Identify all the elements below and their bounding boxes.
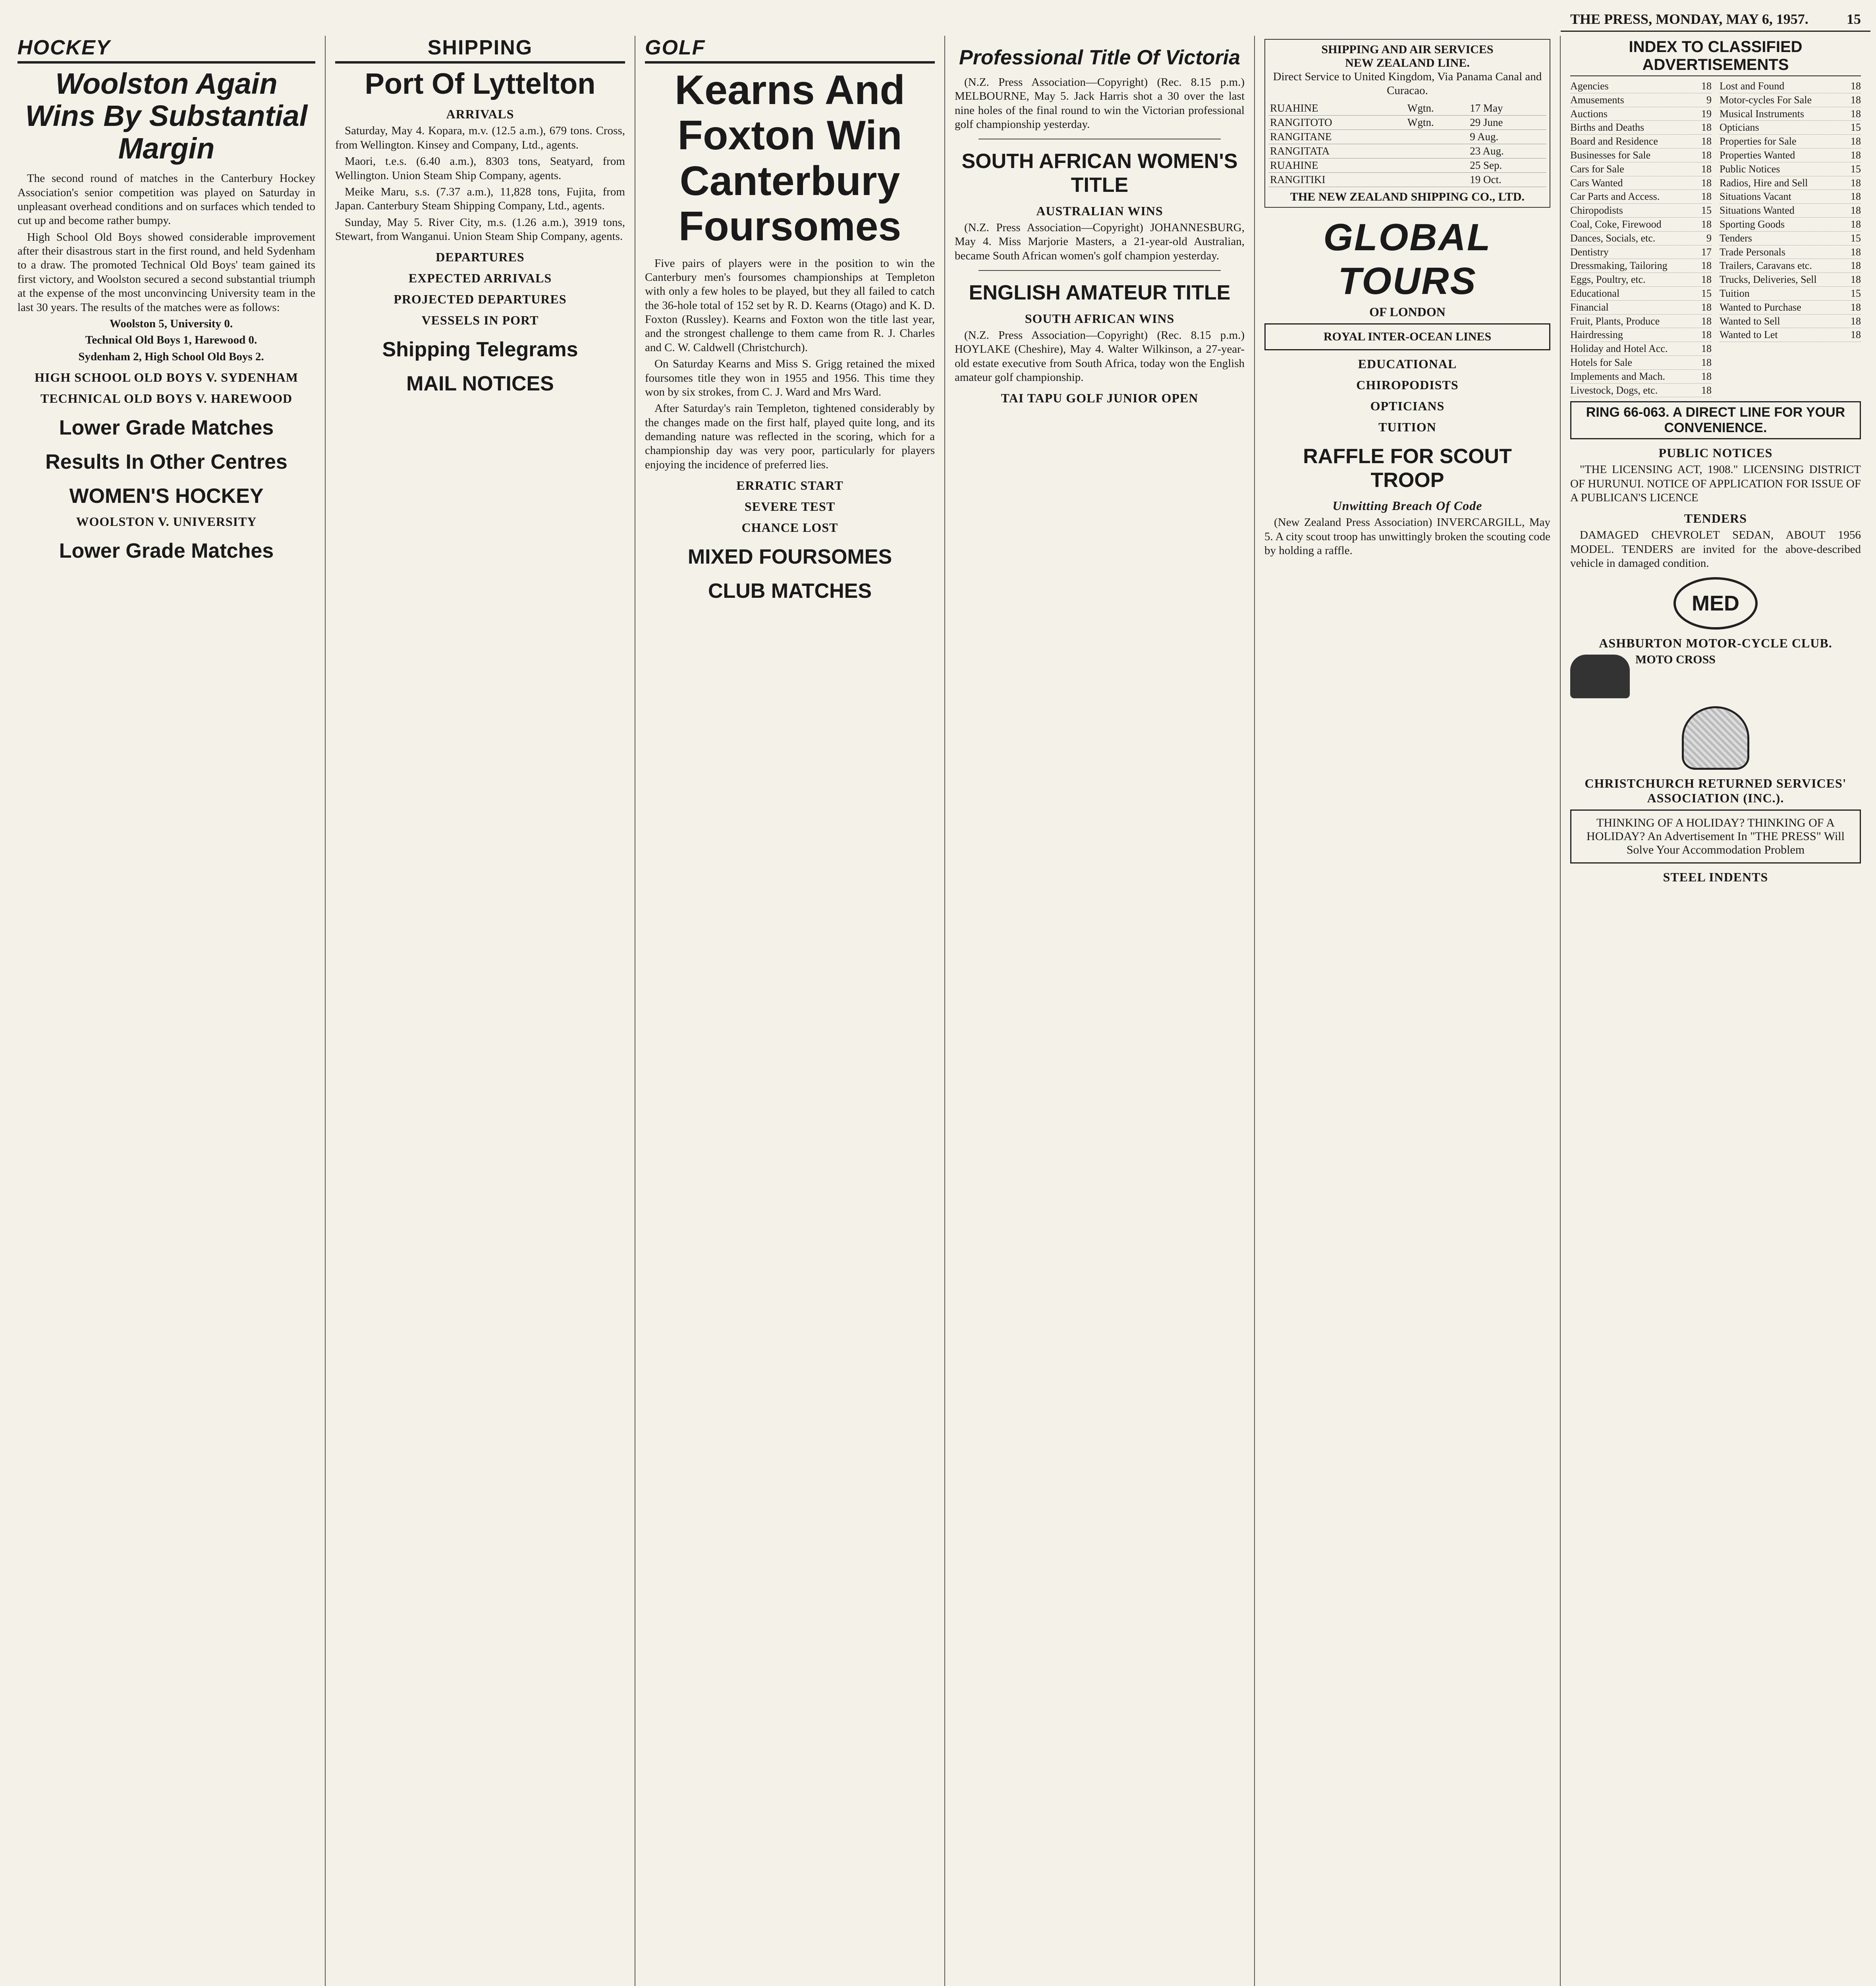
- index-row: [1570, 315, 1712, 328]
- index-row: [1570, 287, 1712, 301]
- index-row: [1570, 232, 1712, 245]
- index-entry-name: Public Notices: [1720, 163, 1780, 175]
- golf-subhead: CHANCE LOST: [741, 520, 838, 535]
- index-entry-name: Dances, Socials, etc.: [1570, 232, 1656, 244]
- golf-headline: Kearns And Foxton Win Canterbury Foursomes: [675, 67, 905, 250]
- table-row: RANGITOTO Wgtn. 29 June: [1268, 115, 1546, 129]
- index-entry-name: Amusements: [1570, 94, 1624, 106]
- hockey-subhead: HIGH SCHOOL OLD BOYS V. SYDENHAM: [35, 370, 298, 385]
- index-entry-name: Radios, Hire and Sell: [1720, 177, 1808, 189]
- golf-column: [635, 36, 945, 1986]
- index-row: [1720, 121, 1861, 135]
- index-entry-name: Lost and Found: [1720, 80, 1785, 92]
- index-row: [1570, 356, 1712, 370]
- index-entry-page: 18: [1701, 218, 1712, 230]
- index-row: [1570, 301, 1712, 315]
- hockey-column: [8, 36, 326, 1986]
- index-entry-page: 15: [1701, 205, 1712, 216]
- table-row: RUAHINE Wgtn. 17 May: [1268, 101, 1546, 116]
- section-label-shipping: SHIPPING: [335, 36, 625, 64]
- index-entry-page: 18: [1701, 191, 1712, 203]
- index-entry-page: 18: [1701, 370, 1712, 382]
- opticians-head: OPTICIANS: [1370, 398, 1445, 413]
- index-row: [1720, 79, 1861, 93]
- index-entry-page: 18: [1851, 135, 1861, 147]
- index-entry-name: Dressmaking, Tailoring: [1570, 260, 1668, 272]
- shipping-paragraph: Meike Maru, s.s. (7.37 a.m.), 11,828 tons, Fujita, from Japan. Canterbury Steam Shipping Company, Ltd., agents.: [335, 185, 625, 213]
- index-title: INDEX TO CLASSIFIED ADVERTISEMENTS: [1570, 38, 1861, 76]
- shipping-subhead: PROJECTED DEPARTURES: [394, 292, 567, 307]
- index-left: [1570, 79, 1712, 397]
- index-entry-name: Properties for Sale: [1720, 135, 1797, 147]
- index-entry-name: Auctions: [1570, 108, 1608, 120]
- divider: [979, 270, 1221, 271]
- index-row: [1720, 245, 1861, 259]
- shipping-column: [326, 36, 635, 1986]
- sailing-table: [1268, 101, 1546, 187]
- tender-text: DAMAGED CHEVROLET SEDAN, ABOUT 1956 MODEL. TENDERS are invited for the above-described vehicle in damaged condition.: [1570, 529, 1861, 570]
- index-entry-name: Situations Wanted: [1720, 205, 1795, 216]
- victoria-paragraph: (N.Z. Press Association—Copyright) (Rec. 8.15 p.m.) MELBOURNE, May 5. Jack Harris shot a 30 over the last nine holes of the final round to win the Victorian professional golf championship yesterday.: [955, 75, 1245, 131]
- shipping-air-head: SHIPPING AND AIR SERVICES: [1321, 43, 1494, 56]
- index-entry-name: Trade Personals: [1720, 246, 1785, 258]
- index-entry-name: Chiropodists: [1570, 205, 1623, 216]
- index-row: [1570, 370, 1712, 384]
- motorcycle-icon: [1570, 655, 1630, 698]
- index-grid: [1570, 79, 1861, 397]
- masthead-title: THE PRESS, MONDAY, MAY 6, 1957.: [1570, 11, 1808, 27]
- rsa-badge-icon: [1682, 706, 1749, 770]
- section-label-hockey: HOCKEY: [17, 36, 315, 64]
- hockey-subhead: TECHNICAL OLD BOYS V. HAREWOOD: [40, 391, 293, 406]
- index-row: [1720, 259, 1861, 273]
- index-entry-name: Car Parts and Access.: [1570, 191, 1660, 203]
- tenders-head: TENDERS: [1684, 511, 1747, 526]
- index-entry-name: Musical Instruments: [1720, 108, 1805, 120]
- index-entry-name: Eggs, Poultry, etc.: [1570, 274, 1646, 286]
- golf-paragraph: After Saturday's rain Templeton, tightened considerably by the changes made on the first half, played quite long, and its demanding nature was reflected in the scoring, which for a championship day was very poor, particularly for players enjoying the incidence of preferred lies.: [645, 402, 935, 471]
- table-row: RANGITATA 23 Aug.: [1268, 144, 1546, 158]
- womens-hockey-head: WOMEN'S HOCKEY: [69, 484, 264, 508]
- index-entry-name: Fruit, Plants, Produce: [1570, 315, 1660, 327]
- mixed-foursomes-head: MIXED FOURSOMES: [687, 545, 892, 569]
- index-entry-page: 9: [1706, 232, 1712, 244]
- index-entry-name: Livestock, Dogs, etc.: [1570, 384, 1658, 396]
- shipping-subhead: EXPECTED ARRIVALS: [408, 271, 552, 286]
- nz-line-ad: [1264, 39, 1550, 208]
- steel-indents-head: STEEL INDENTS: [1663, 869, 1768, 884]
- index-entry-page: 18: [1851, 260, 1861, 272]
- index-row: [1570, 342, 1712, 356]
- index-entry-page: 15: [1851, 163, 1861, 175]
- index-entry-page: 18: [1701, 260, 1712, 272]
- golf-paragraph: On Saturday Kearns and Miss S. Grigg retained the mixed foursomes title they won in 1955 and 1956. This time they won by six strokes, from C. J. Ward and Mrs Ward.: [645, 357, 935, 398]
- index-row: [1570, 149, 1712, 162]
- index-entry-page: 18: [1851, 108, 1861, 120]
- hockey-paragraph: The second round of matches in the Canterbury Hockey Association's senior competition was played on Saturday in unpleasant overhead conditions and on surfaces which tended to cut up and become rather bumpy.: [17, 172, 315, 227]
- index-entry-page: 18: [1701, 149, 1712, 161]
- shipping-subhead: VESSELS IN PORT: [421, 313, 539, 328]
- index-row: [1570, 384, 1712, 398]
- index-entry-page: 18: [1701, 356, 1712, 368]
- phone-line: RING 66-063. A DIRECT LINE FOR YOUR CONVENIENCE.: [1570, 401, 1861, 439]
- index-entry-name: Trucks, Deliveries, Sell: [1720, 274, 1817, 286]
- hockey-headline: Woolston Again Wins By Substantial Margin: [25, 67, 308, 165]
- index-row: [1720, 232, 1861, 245]
- hockey-result: Woolston 5, University 0.: [109, 317, 233, 330]
- index-row: [1570, 190, 1712, 204]
- index-entry-name: Motor-cycles For Sale: [1720, 94, 1812, 106]
- index-row: [1570, 273, 1712, 287]
- index-entry-name: Cars for Sale: [1570, 163, 1624, 175]
- index-row: [1570, 218, 1712, 232]
- index-entry-page: 18: [1701, 329, 1712, 341]
- global-tours-logo: GLOBAL TOURS: [1323, 216, 1492, 302]
- page-number: 15: [1847, 11, 1861, 27]
- educational-head: EDUCATIONAL: [1358, 356, 1457, 371]
- index-entry-page: 15: [1851, 122, 1861, 133]
- company-name: THE NEW ZEALAND SHIPPING CO., LTD.: [1290, 190, 1525, 203]
- hockey-result: Technical Old Boys 1, Harewood 0.: [85, 334, 257, 347]
- index-entry-name: Births and Deaths: [1570, 122, 1644, 133]
- index-entry-page: 18: [1701, 135, 1712, 147]
- index-right: [1720, 79, 1861, 397]
- index-entry-page: 18: [1701, 274, 1712, 286]
- shipping-subhead: DEPARTURES: [436, 250, 525, 265]
- english-paragraph: (N.Z. Press Association—Copyright) (Rec. 8.15 p.m.) HOYLAKE (Cheshire), May 4. Walter Wilkinson, a 27-year-old estate executive from South Africa, today won the English amateur golf championship.: [955, 328, 1245, 384]
- results-other-head: Results In Other Centres: [45, 450, 288, 473]
- table-row: RANGITANE 9 Aug.: [1268, 129, 1546, 144]
- lower-grade-head: Lower Grade Matches: [59, 416, 274, 440]
- lower-grade-head-2: Lower Grade Matches: [59, 539, 274, 563]
- index-row: [1720, 273, 1861, 287]
- tai-tapu-head: TAI TAPU GOLF JUNIOR OPEN: [1001, 391, 1199, 406]
- index-entry-page: 18: [1701, 384, 1712, 396]
- sa-paragraph: (N.Z. Press Association—Copyright) JOHANNESBURG, May 4. Miss Marjorie Masters, a 21-year-old Australian, became South African women's golf champion yesterday.: [955, 221, 1245, 262]
- club-matches-head: CLUB MATCHES: [708, 579, 872, 603]
- index-entry-name: Trailers, Caravans etc.: [1720, 260, 1812, 272]
- shipping-telegrams-head: Shipping Telegrams: [382, 338, 578, 361]
- index-entry-page: 15: [1851, 232, 1861, 244]
- index-entry-page: 18: [1701, 343, 1712, 355]
- south-african-wins-head: SOUTH AFRICAN WINS: [1025, 311, 1175, 326]
- section-label-golf: GOLF: [645, 36, 935, 64]
- index-entry-page: 15: [1851, 287, 1861, 299]
- index-entry-page: 18: [1701, 315, 1712, 327]
- shipping-paragraph: Maori, t.e.s. (6.40 a.m.), 8303 tons, Seatyard, from Wellington. Union Steam Ship Company, agents.: [335, 155, 625, 182]
- index-entry-page: 18: [1851, 205, 1861, 216]
- index-entry-page: 18: [1851, 177, 1861, 189]
- index-entry-page: 15: [1701, 287, 1712, 299]
- index-entry-name: Opticians: [1720, 122, 1759, 133]
- index-entry-name: Agencies: [1570, 80, 1609, 92]
- index-row: [1570, 121, 1712, 135]
- index-entry-name: Properties Wanted: [1720, 149, 1795, 161]
- index-row: [1570, 259, 1712, 273]
- index-entry-page: 19: [1701, 108, 1712, 120]
- chiropodists-head: CHIROPODISTS: [1356, 377, 1459, 392]
- index-entry-page: 18: [1701, 177, 1712, 189]
- index-row: [1720, 287, 1861, 301]
- index-row: [1720, 93, 1861, 107]
- index-row: [1720, 149, 1861, 162]
- index-row: [1720, 162, 1861, 176]
- hockey-subhead: WOOLSTON V. UNIVERSITY: [76, 514, 257, 529]
- masthead: [1561, 7, 1870, 32]
- index-entry-name: Businesses for Sale: [1570, 149, 1651, 161]
- index-row: [1720, 315, 1861, 328]
- moto-cross-label: MOTO CROSS: [1635, 653, 1716, 666]
- table-row: RUAHINE 25 Sep.: [1268, 158, 1546, 172]
- index-entry-name: Situations Vacant: [1720, 191, 1791, 203]
- royal-line-ad: ROYAL INTER-OCEAN LINES: [1264, 323, 1550, 350]
- index-entry-name: Cars Wanted: [1570, 177, 1623, 189]
- classified-column: [1561, 36, 1870, 1986]
- index-row: [1570, 204, 1712, 218]
- services-column: [1255, 36, 1561, 1986]
- index-entry-page: 18: [1851, 191, 1861, 203]
- index-entry-name: Wanted to Let: [1720, 329, 1778, 341]
- index-entry-page: 18: [1851, 329, 1861, 341]
- index-entry-page: 18: [1851, 218, 1861, 230]
- index-entry-page: 17: [1701, 246, 1712, 258]
- index-entry-name: Coal, Coke, Firewood: [1570, 218, 1662, 230]
- index-entry-page: 18: [1701, 80, 1712, 92]
- med-logo-icon: MED: [1673, 577, 1758, 630]
- index-row: [1720, 218, 1861, 232]
- holiday-ad: THINKING OF A HOLIDAY? THINKING OF A HOLIDAY? An Advertisement In "THE PRESS" Will Solve Your Accommodation Problem: [1570, 809, 1861, 864]
- index-entry-page: 18: [1851, 301, 1861, 313]
- index-entry-page: 18: [1851, 149, 1861, 161]
- index-row: [1720, 135, 1861, 149]
- index-entry-page: 18: [1851, 315, 1861, 327]
- index-row: [1570, 162, 1712, 176]
- index-entry-name: Tuition: [1720, 287, 1750, 299]
- tuition-head: TUITION: [1378, 419, 1436, 434]
- index-entry-page: 18: [1851, 80, 1861, 92]
- moto-cross-ad: [1570, 653, 1861, 700]
- index-entry-page: 18: [1701, 301, 1712, 313]
- hockey-result: Sydenham 2, High School Old Boys 2.: [78, 350, 264, 363]
- motor-club-head: ASHBURTON MOTOR-CYCLE CLUB.: [1599, 636, 1832, 650]
- index-entry-name: Sporting Goods: [1720, 218, 1785, 230]
- nz-line-name: NEW ZEALAND LINE.: [1345, 56, 1470, 70]
- index-entry-name: Hotels for Sale: [1570, 356, 1632, 368]
- index-row: [1570, 79, 1712, 93]
- index-entry-name: Dentistry: [1570, 246, 1609, 258]
- australian-wins-head: AUSTRALIAN WINS: [1036, 203, 1163, 218]
- shipping-paragraph: Saturday, May 4. Kopara, m.v. (12.5 a.m.), 679 tons. Cross, from Wellington. Kinsey and Company, Ltd., agents.: [335, 124, 625, 151]
- english-amateur-head: ENGLISH AMATEUR TITLE: [969, 281, 1231, 305]
- index-row: [1570, 135, 1712, 149]
- index-entry-name: Tenders: [1720, 232, 1752, 244]
- raffle-sub: Unwitting Breach Of Code: [1332, 498, 1482, 513]
- golf-subhead: ERRATIC START: [736, 478, 843, 493]
- victoria-title-head: Professional Title Of Victoria: [959, 46, 1240, 69]
- index-entry-name: Educational: [1570, 287, 1620, 299]
- index-entry-name: Implements and Mach.: [1570, 370, 1665, 382]
- index-row: [1720, 301, 1861, 315]
- shipping-paragraph: Sunday, May 5. River City, m.s. (1.26 a.m.), 3919 tons, Stewart, from Wanganui. Union Steam Ship Company, agents.: [335, 216, 625, 243]
- index-entry-page: 18: [1851, 246, 1861, 258]
- index-entry-page: 18: [1851, 94, 1861, 106]
- nz-line-service: Direct Service to United Kingdom, Via Panama Canal and Curacao.: [1273, 70, 1542, 97]
- index-row: [1720, 328, 1861, 342]
- table-row: RANGITIKI 19 Oct.: [1268, 172, 1546, 187]
- index-entry-page: 18: [1701, 163, 1712, 175]
- index-row: [1720, 176, 1861, 190]
- golf-subhead: SEVERE TEST: [744, 499, 836, 514]
- index-entry-page: 18: [1701, 122, 1712, 133]
- index-row: [1570, 245, 1712, 259]
- hockey-paragraph: High School Old Boys showed considerable improvement after their disastrous start in the first round, and held Sydenham to a draw. The promoted Technical Old Boys' team gained its first victory, and Woolston secured a second substantial triumph at the expense of the most unconvincing University team in the last 30 years. The results of the matches were as follows:: [17, 230, 315, 314]
- index-entry-name: Financial: [1570, 301, 1609, 313]
- golf-paragraph: Five pairs of players were in the position to win the Canterbury men's foursomes championships at Templeton with only a few holes to be played, but they all failed to catch the 36-hole total of 152 set by R. D. Kearns (Otago) and K. D. Foxton (Russley). Kearns and Foxton won the title last year, and the strongest challenge to them came from R. J. Charles and C. W. Caldwell (Christchurch).: [645, 257, 935, 354]
- index-row: [1570, 93, 1712, 107]
- index-entry-name: Hairdressing: [1570, 329, 1623, 341]
- global-tours-sub: OF LONDON: [1369, 304, 1446, 319]
- index-entry-name: Holiday and Hotel Acc.: [1570, 343, 1668, 355]
- sa-womens-head: SOUTH AFRICAN WOMEN'S TITLE: [961, 150, 1238, 197]
- rsa-head: CHRISTCHURCH RETURNED SERVICES' ASSOCIATION (INC.).: [1585, 776, 1847, 805]
- index-row: [1570, 328, 1712, 342]
- shipping-subhead: ARRIVALS: [446, 107, 514, 122]
- index-entry-page: 18: [1851, 274, 1861, 286]
- index-entry-name: Wanted to Sell: [1720, 315, 1780, 327]
- index-entry-page: 9: [1706, 94, 1712, 106]
- mail-notices-head: MAIL NOTICES: [406, 372, 554, 396]
- index-entry-name: Wanted to Purchase: [1720, 301, 1801, 313]
- index-row: [1720, 190, 1861, 204]
- index-row: [1720, 107, 1861, 121]
- golf-results-column: [945, 36, 1255, 1986]
- index-row: [1570, 107, 1712, 121]
- raffle-head: RAFFLE FOR SCOUT TROOP: [1303, 444, 1512, 492]
- shipping-headline: Port Of Lyttelton: [365, 67, 596, 100]
- raffle-paragraph: (New Zealand Press Association) INVERCARGILL, May 5. A city scout troop has unwittingly broken the scouting code by holding a raffle.: [1264, 516, 1550, 557]
- index-row: [1720, 204, 1861, 218]
- index-entry-name: Board and Residence: [1570, 135, 1658, 147]
- licensing-notice: "THE LICENSING ACT, 1908." LICENSING DISTRICT OF HURUNUI. NOTICE OF APPLICATION FOR ISSUE OF A PUBLICAN'S LICENCE: [1570, 463, 1861, 504]
- index-row: [1570, 176, 1712, 190]
- public-notices-head: PUBLIC NOTICES: [1658, 446, 1773, 460]
